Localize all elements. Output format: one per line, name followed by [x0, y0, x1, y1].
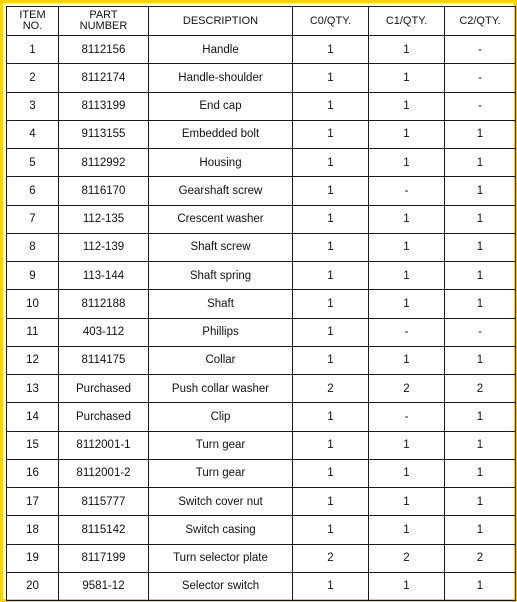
table-row [7, 64, 516, 92]
table-row [7, 92, 516, 120]
c2-qty-cell: - [445, 64, 516, 92]
c1-qty-cell: 1 [369, 346, 445, 374]
header-c2-qty: C2/QTY. [445, 7, 516, 36]
description-cell: Embedded bolt [149, 120, 293, 148]
part-number-cell: 8112001-2 [59, 459, 149, 487]
table-row [7, 120, 516, 148]
table-row [7, 262, 516, 290]
item-no-cell: 7 [7, 205, 59, 233]
c1-qty-cell: 1 [369, 205, 445, 233]
table-row [7, 36, 516, 64]
description-cell: Handle-shoulder [149, 64, 293, 92]
part-number-cell: 9581-12 [59, 572, 149, 600]
header-c0-qty: C0/QTY. [293, 7, 369, 36]
c0-qty-cell: 1 [293, 92, 369, 120]
c2-qty-cell: 1 [445, 262, 516, 290]
table-row [7, 205, 516, 233]
part-number-cell: 112-135 [59, 205, 149, 233]
description-cell: Collar [149, 346, 293, 374]
c2-qty-cell: 1 [445, 346, 516, 374]
part-number-cell: 8112188 [59, 290, 149, 318]
header-description: DESCRIPTION [149, 7, 293, 36]
c0-qty-cell: 1 [293, 572, 369, 600]
item-no-cell: 10 [7, 290, 59, 318]
c1-qty-cell: - [369, 403, 445, 431]
description-cell: Push collar washer [149, 375, 293, 403]
c2-qty-cell: 1 [445, 516, 516, 544]
c1-qty-cell: - [369, 318, 445, 346]
c2-qty-cell: 2 [445, 544, 516, 572]
c2-qty-cell: - [445, 36, 516, 64]
item-no-cell: 5 [7, 149, 59, 177]
item-no-cell: 20 [7, 572, 59, 600]
c0-qty-cell: 1 [293, 516, 369, 544]
c0-qty-cell: 2 [293, 375, 369, 403]
description-cell: Phillips [149, 318, 293, 346]
c0-qty-cell: 1 [293, 233, 369, 261]
c2-qty-cell: 1 [445, 233, 516, 261]
item-no-cell: 6 [7, 177, 59, 205]
c1-qty-cell: 1 [369, 64, 445, 92]
table-header-row [7, 7, 516, 36]
c0-qty-cell: 1 [293, 403, 369, 431]
description-cell: Housing [149, 149, 293, 177]
item-no-cell: 9 [7, 262, 59, 290]
c0-qty-cell: 1 [293, 205, 369, 233]
part-number-cell: 8115777 [59, 488, 149, 516]
c0-qty-cell: 1 [293, 262, 369, 290]
item-no-cell: 1 [7, 36, 59, 64]
part-number-cell: 8112156 [59, 36, 149, 64]
table-body [7, 36, 516, 601]
header-item-no: ITEM NO. [7, 7, 59, 36]
c0-qty-cell: 2 [293, 544, 369, 572]
table-row [7, 233, 516, 261]
c2-qty-cell: 1 [445, 459, 516, 487]
c1-qty-cell: 1 [369, 290, 445, 318]
description-cell: Turn gear [149, 431, 293, 459]
c0-qty-cell: 1 [293, 346, 369, 374]
c0-qty-cell: 1 [293, 318, 369, 346]
description-cell: Turn selector plate [149, 544, 293, 572]
description-cell: Turn gear [149, 459, 293, 487]
item-no-cell: 8 [7, 233, 59, 261]
part-number-cell: 403-112 [59, 318, 149, 346]
c1-qty-cell: 1 [369, 92, 445, 120]
c2-qty-cell: 1 [445, 572, 516, 600]
table-row [7, 346, 516, 374]
table-row [7, 431, 516, 459]
c0-qty-cell: 1 [293, 36, 369, 64]
description-cell: Crescent washer [149, 205, 293, 233]
item-no-cell: 16 [7, 459, 59, 487]
part-number-cell: 8112001-1 [59, 431, 149, 459]
item-no-cell: 13 [7, 375, 59, 403]
c1-qty-cell: 1 [369, 431, 445, 459]
c0-qty-cell: 1 [293, 177, 369, 205]
c1-qty-cell: 1 [369, 36, 445, 64]
c2-qty-cell: 1 [445, 488, 516, 516]
c2-qty-cell: 2 [445, 375, 516, 403]
table-row [7, 572, 516, 600]
description-cell: Shaft [149, 290, 293, 318]
description-cell: Switch casing [149, 516, 293, 544]
part-number-cell: 9113155 [59, 120, 149, 148]
c0-qty-cell: 1 [293, 431, 369, 459]
c0-qty-cell: 1 [293, 64, 369, 92]
c1-qty-cell: 2 [369, 375, 445, 403]
c1-qty-cell: 1 [369, 488, 445, 516]
c1-qty-cell: 1 [369, 120, 445, 148]
c2-qty-cell: 1 [445, 205, 516, 233]
part-number-cell: 8116170 [59, 177, 149, 205]
c2-qty-cell: - [445, 318, 516, 346]
c1-qty-cell: 1 [369, 572, 445, 600]
c0-qty-cell: 1 [293, 120, 369, 148]
c1-qty-cell: 1 [369, 516, 445, 544]
description-cell: End cap [149, 92, 293, 120]
table-row [7, 516, 516, 544]
part-number-cell: Purchased [59, 375, 149, 403]
item-no-cell: 17 [7, 488, 59, 516]
c2-qty-cell: 1 [445, 149, 516, 177]
part-number-cell: 8113199 [59, 92, 149, 120]
part-number-cell: Purchased [59, 403, 149, 431]
item-no-cell: 2 [7, 64, 59, 92]
part-number-cell: 8115142 [59, 516, 149, 544]
item-no-cell: 12 [7, 346, 59, 374]
description-cell: Selector switch [149, 572, 293, 600]
part-number-cell: 112-139 [59, 233, 149, 261]
c2-qty-cell: 1 [445, 177, 516, 205]
part-number-cell: 8114175 [59, 346, 149, 374]
table-row [7, 544, 516, 572]
c0-qty-cell: 1 [293, 290, 369, 318]
c1-qty-cell: - [369, 177, 445, 205]
table-row [7, 403, 516, 431]
part-number-cell: 8117199 [59, 544, 149, 572]
c1-qty-cell: 1 [369, 262, 445, 290]
description-cell: Shaft screw [149, 233, 293, 261]
c1-qty-cell: 2 [369, 544, 445, 572]
c2-qty-cell: 1 [445, 290, 516, 318]
bill-of-materials-table [6, 6, 516, 601]
item-no-cell: 11 [7, 318, 59, 346]
table-row [7, 459, 516, 487]
table-row [7, 290, 516, 318]
c2-qty-cell: 1 [445, 431, 516, 459]
table-row [7, 318, 516, 346]
item-no-cell: 3 [7, 92, 59, 120]
c1-qty-cell: 1 [369, 233, 445, 261]
item-no-cell: 19 [7, 544, 59, 572]
description-cell: Clip [149, 403, 293, 431]
table-row [7, 177, 516, 205]
c1-qty-cell: 1 [369, 149, 445, 177]
part-number-cell: 8112992 [59, 149, 149, 177]
table-row [7, 149, 516, 177]
description-cell: Shaft spring [149, 262, 293, 290]
table-row [7, 375, 516, 403]
item-no-cell: 14 [7, 403, 59, 431]
c1-qty-cell: 1 [369, 459, 445, 487]
description-cell: Switch cover nut [149, 488, 293, 516]
table-row [7, 488, 516, 516]
item-no-cell: 4 [7, 120, 59, 148]
item-no-cell: 18 [7, 516, 59, 544]
c0-qty-cell: 1 [293, 488, 369, 516]
description-cell: Gearshaft screw [149, 177, 293, 205]
c0-qty-cell: 1 [293, 459, 369, 487]
item-no-cell: 15 [7, 431, 59, 459]
header-c1-qty: C1/QTY. [369, 7, 445, 36]
description-cell: Handle [149, 36, 293, 64]
header-part-number: PART NUMBER [59, 7, 149, 36]
part-number-cell: 8112174 [59, 64, 149, 92]
c2-qty-cell: - [445, 92, 516, 120]
part-number-cell: 113-144 [59, 262, 149, 290]
c2-qty-cell: 1 [445, 120, 516, 148]
c0-qty-cell: 1 [293, 149, 369, 177]
c2-qty-cell: 1 [445, 403, 516, 431]
